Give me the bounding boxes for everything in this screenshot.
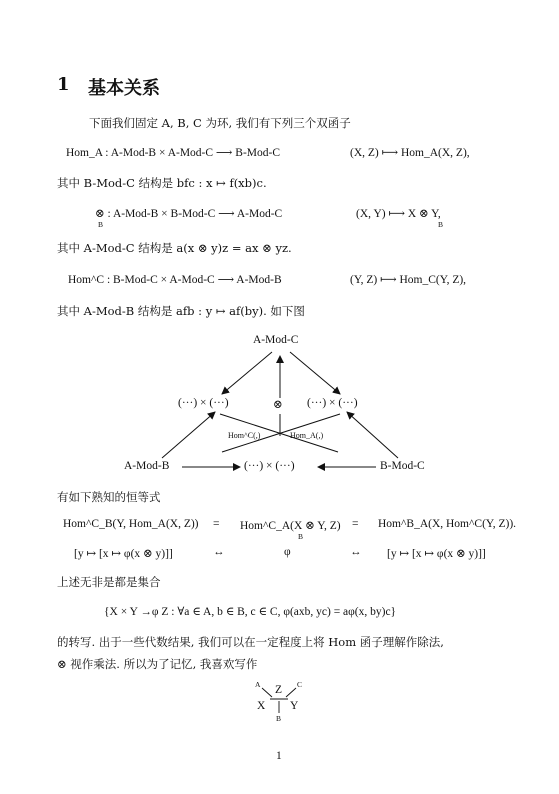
diagram-top-node: A-Mod-C [253,334,299,346]
mnemonic-line-left [262,688,272,697]
diagram-bottom-center: (···) × (···) [244,460,295,472]
note-amodb: 其中 A-Mod-B 结构是 afb : y ↦ af(by). 如下图 [57,304,305,318]
page-number: 1 [276,750,282,762]
known-identities-text: 有如下熟知的恒等式 [57,490,161,504]
equation-hom-a: Hom_A : A-Mod-B × A-Mod-C ⟶ B-Mod-C [66,147,281,159]
iso-eq-2: = [352,518,359,530]
diagram-mid-left: (···) × (···) [178,397,229,409]
note-bmodc: 其中 B-Mod-C 结构是 bfc : x ↦ f(xb)c. [57,176,267,190]
diagram-mid-center: ⊗ [273,399,283,411]
mnemonic-b: B [276,714,282,723]
equation-hom-a-map: (X, Z) ⟼ Hom_A(X, Z), [350,147,470,159]
iso2-arrow-1: ↔ [213,546,225,558]
mnemonic-c: C [297,680,303,689]
intro-text: 下面我们固定 A, B, C 为环, 我们有下列三个双函子 [89,116,351,130]
mnemonic-a: A [255,680,261,689]
diagram-hom-c-label: Hom^C(,) [228,431,261,440]
diagram-right-node: B-Mod-C [380,460,425,472]
mnemonic-x: X [257,700,266,712]
iso-middle: Hom^C_A(X ⊗ Y, Z) [240,520,341,532]
mnemonic-line-right [286,688,296,697]
paragraph-line-2: ⊗ 视作乘法. 所以为了记忆, 我喜欢写作 [57,657,258,671]
equation-tensor-sub: B [98,220,104,229]
section-title: 基本关系 [88,78,160,99]
iso2-right: [y ↦ [x ↦ φ(x ⊗ y)]] [387,548,486,560]
diagram-mid-right: (···) × (···) [307,397,358,409]
equation-tensor-map: (X, Y) ⟼ X ⊗ Y, [356,208,441,220]
equation-hom-c: Hom^C : B-Mod-C × A-Mod-C ⟶ A-Mod-B [68,274,282,286]
section-number: 1 [57,74,70,95]
equation-hom-c-map: (Y, Z) ⟼ Hom_C(Y, Z), [350,274,467,286]
mnemonic-z: Z [275,684,283,696]
iso2-left: [y ↦ [x ↦ φ(x ⊗ y)]] [74,548,173,560]
equation-tensor-map-sub: B [438,220,444,229]
equation-tensor: ⊗ : A-Mod-B × B-Mod-C ⟶ A-Mod-C [95,208,283,220]
iso-eq-1: = [213,518,220,530]
diagram-left-node: A-Mod-B [124,460,170,472]
iso-middle-sub: B [298,532,304,541]
paragraph-line-1: 的转写. 出于一些代数结果, 我们可以在一定程度上将 Hom 函子理解作除法, [57,635,444,649]
set-definition: {X × Y →φ Z : ∀a ∈ A, b ∈ B, c ∈ C, φ(axb, yc) = aφ(x, by)c} [104,606,397,618]
diagram-hom-a-label: Hom_A(,) [290,431,324,440]
note-amodc: 其中 A-Mod-C 结构是 a(x ⊗ y)z = ax ⊗ yz. [57,241,292,255]
iso2-arrow-2: ↔ [350,546,362,558]
iso-left: Hom^C_B(Y, Hom_A(X, Z)) [63,518,199,530]
set-intro-text: 上述无非是都是集合 [57,575,161,589]
mnemonic-y: Y [290,700,299,712]
iso-right: Hom^B_A(X, Hom^C(Y, Z)). [378,518,517,530]
iso2-middle: φ [284,546,291,558]
